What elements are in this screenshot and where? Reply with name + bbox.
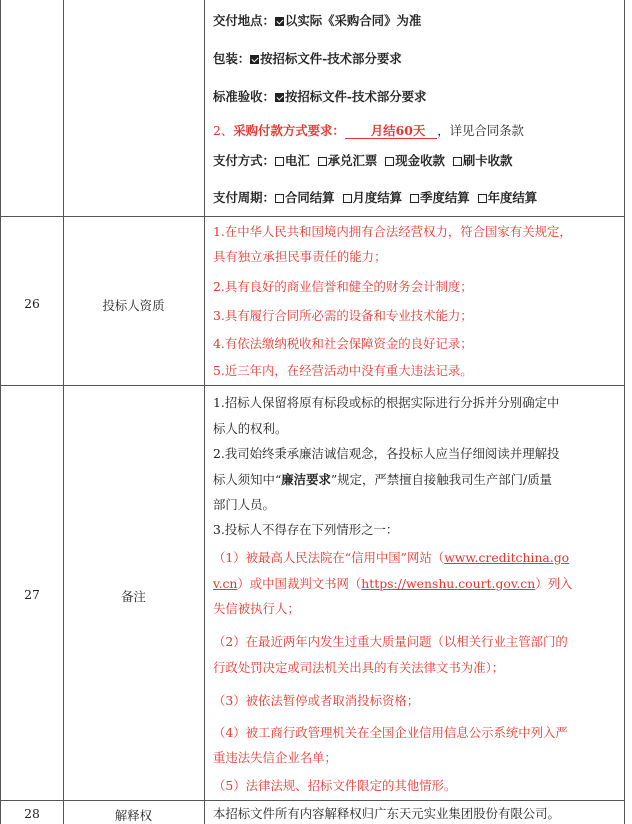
- column-divider-1: [63, 0, 64, 824]
- checkbox-icon[interactable]: [275, 157, 284, 166]
- checkbox-icon[interactable]: [410, 194, 419, 203]
- row-label: 备注: [121, 589, 146, 604]
- creditchina-link-tail[interactable]: v.cn: [213, 576, 238, 591]
- row-number: 28: [24, 806, 40, 821]
- condition-item: 行政处罚决定或司法机关出具的有关法律文书为准）；: [213, 660, 505, 675]
- checked-checkbox-icon[interactable]: [275, 93, 284, 102]
- condition-item: 失信被执行人；: [213, 601, 300, 616]
- condition-item: v.cn）或中国裁判文书网（https://wenshu.court.gov.cn）列入: [213, 576, 573, 591]
- table-border-left: [0, 0, 1, 824]
- delivery-location: 交付地点： 以实际《采购合同》为准: [213, 13, 422, 28]
- checkbox-icon[interactable]: [343, 194, 352, 203]
- interpretation-text: 本招标文件所有内容解释权归广东天元实业集团股份有限公司。: [213, 806, 560, 821]
- qualification-line: 3.具有履行合同所必需的设备和专业技术能力；: [213, 308, 473, 323]
- checkbox-icon[interactable]: [478, 194, 487, 203]
- row-number: 27: [24, 587, 40, 602]
- creditchina-link[interactable]: www.creditchina.go: [444, 550, 570, 565]
- checkbox-icon[interactable]: [275, 194, 284, 203]
- checkbox-icon[interactable]: [453, 157, 462, 166]
- checkbox-icon[interactable]: [318, 157, 327, 166]
- condition-item: （4）被工商行政管理机关在全国企业信用信息公示系统中列入严: [213, 725, 568, 740]
- note-line: 2.我司始终秉承廉洁诚信观念，各投标人应当仔细阅读并理解投: [213, 446, 560, 461]
- checked-checkbox-icon[interactable]: [275, 17, 284, 26]
- note-line: 部门人员。: [213, 497, 275, 512]
- payment-method: 支付方式： 电汇 承兑汇票 现金收款 刷卡收款: [213, 153, 513, 168]
- qualification-line: 4.有依法缴纳税收和社会保障资金的良好记录；: [213, 336, 473, 351]
- checked-checkbox-icon[interactable]: [250, 55, 259, 64]
- row28-content-cell: [205, 800, 624, 824]
- note-line: 标人的权利。: [213, 421, 288, 436]
- row-label: 解释权: [114, 808, 153, 823]
- payment-cycle: 支付周期： 合同结算 月度结算 季度结算 年度结算: [213, 190, 538, 205]
- condition-item: （2）在最近两年内发生过重大质量问题（以相关行业主管部门的: [213, 634, 568, 649]
- payment-requirement: 2、采购付款方式要求： 月结60天 ，详见合同条款: [213, 123, 524, 138]
- row26-content-cell: [205, 216, 624, 385]
- delivery-cell: [205, 0, 624, 216]
- note-line: 标人须知中“廉洁要求”规定，严禁擅自接触我司生产部门/质量: [213, 472, 553, 487]
- delivery-packaging: 包装： 按招标文件-技术部分要求: [213, 51, 402, 66]
- qualification-line: 具有独立承担民事责任的能力；: [213, 249, 387, 264]
- row27-content-cell: [205, 385, 624, 800]
- condition-item: 重违法失信企业名单；: [213, 750, 337, 765]
- wenshu-link[interactable]: https://wenshu.court.gov.cn: [361, 576, 536, 591]
- qualification-line: 2.具有良好的商业信誉和健全的财务会计制度；: [213, 279, 473, 294]
- qualification-line: 5.近三年内，在经营活动中没有重大违法记录。: [213, 363, 473, 378]
- checkbox-icon[interactable]: [385, 157, 394, 166]
- row-label: 投标人资质: [102, 298, 165, 313]
- table-border-right: [624, 0, 625, 824]
- row-number: 26: [24, 296, 40, 311]
- qualification-line: 1.在中华人民共和国境内拥有合法经营权力，符合国家有关规定，: [213, 224, 572, 239]
- condition-item: （1）被最高人民法院在“信用中国”网站（www.creditchina.go: [213, 550, 570, 565]
- note-line: 1.招标人保留将原有标段或标的根据实际进行分拆并分别确定中: [213, 395, 560, 410]
- delivery-acceptance: 标准验收： 按招标文件-技术部分要求: [213, 89, 427, 104]
- note-line: 3.投标人不得存在下列情形之一：: [213, 522, 399, 537]
- condition-item: （3）被依法暂停或者取消投标资格；: [213, 693, 420, 708]
- condition-item: （5）法律法规、招标文件限定的其他情形。: [213, 778, 457, 793]
